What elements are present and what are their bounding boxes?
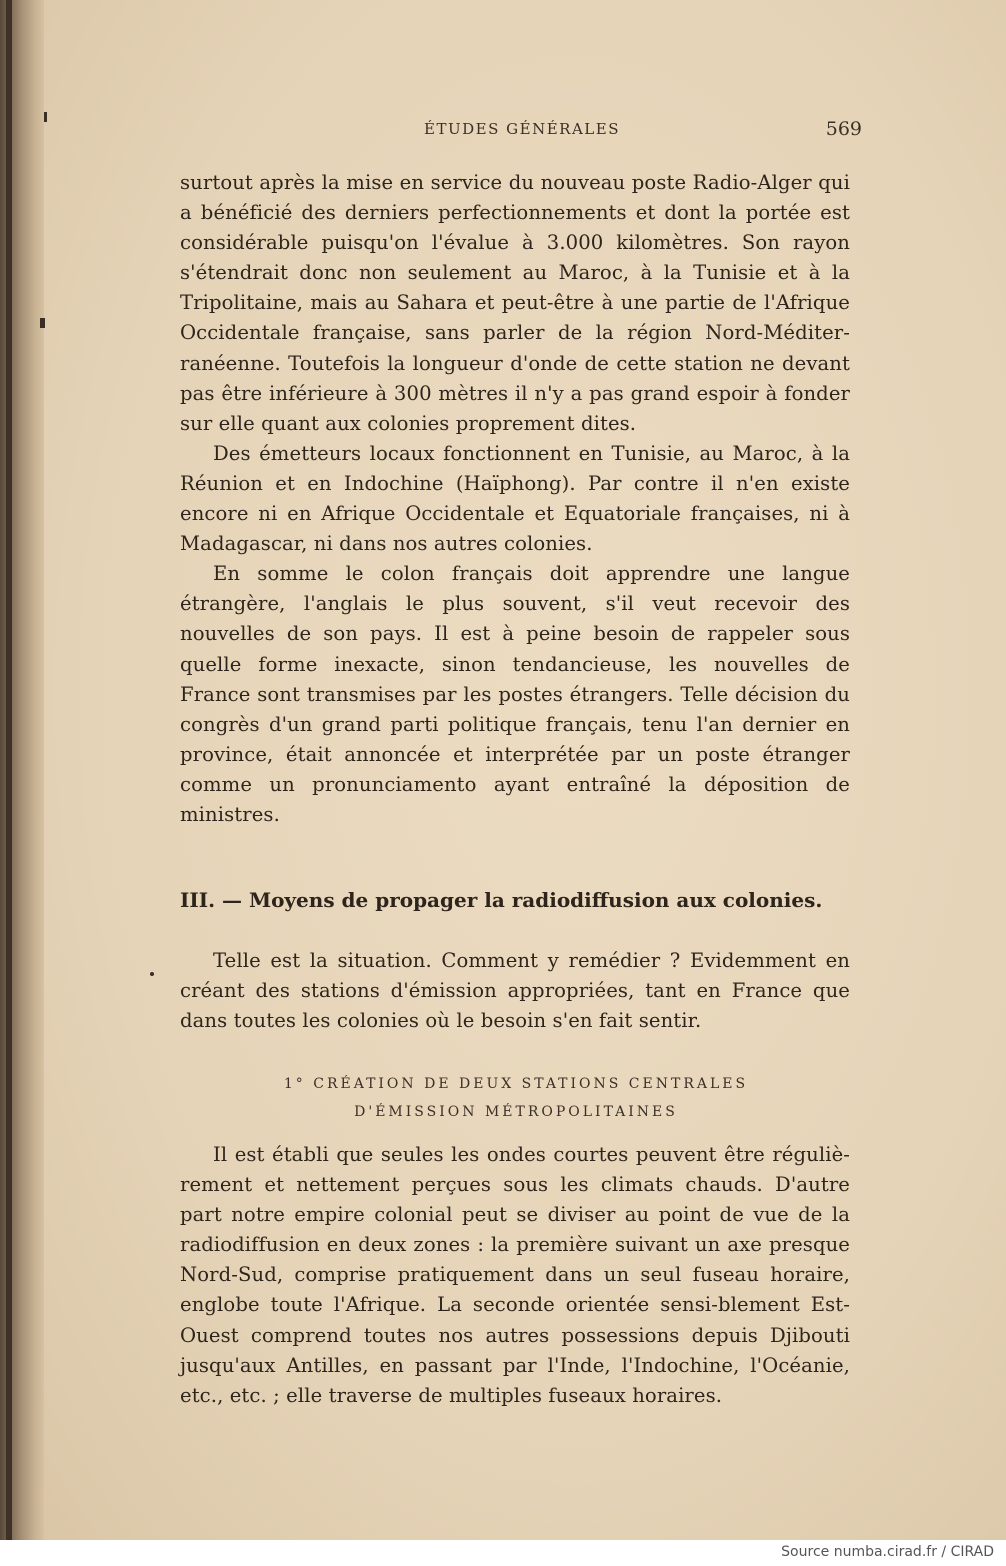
margin-speck <box>44 112 47 122</box>
running-title: ÉTUDES GÉNÉRALES <box>424 120 620 138</box>
source-credit: Source numba.cirad.fr / CIRAD <box>781 1544 994 1560</box>
paragraph: surtout après la mise en service du nouveau poste Radio-Alger qui a bénéficié des derniers perfectionnements et dont la portée est considérable puisqu'on l'évalue à 3.000 kilomètres. Son rayon s'étendrait donc non seulement au Maroc, à la Tunisie et à la Tripolitaine, mais au Sahara et peut-être à une partie de l'Afrique Occidentale française, sans parler de la région Nord-Méditer-ranéenne. Toutefois la longueur d'onde de cette station ne devant pas être inférieure à 300 mètres il n'y a pas grand espoir à fonder sur elle quant aux colonies proprement dites. <box>180 171 850 435</box>
paragraph: En somme le colon français doit apprendre une langue étrangère, l'anglais le plus souvent, s'il veut recevoir des nouvelles de son pays. Il est à peine besoin de rappeler sous quelle forme inexacte, sinon tendancieuse, les nouvelles de France sont transmises par les postes étrangers. Telle décision du congrès d'un grand parti politique français, tenu l'an dernier en province, était annoncée et interprétée par un poste étranger comme un pronunciamento ayant entraîné la déposition de ministres. <box>180 562 850 826</box>
body-text <box>180 946 850 1036</box>
body-text <box>180 1140 850 1411</box>
paragraph: Il est établi que seules les ondes courtes peuvent être réguliè-rement et nettement perçues sous les climats chauds. D'autre part notre empire colonial peut se diviser au point de vue de la radiodiffusion en deux zones : la première suivant un axe presque Nord-Sud, comprise pratiquement dans un seul fuseau horaire, englobe toute l'Afrique. La seconde orientée sensi-blement Est-Ouest comprend toutes nos autres possessions depuis Djibouti jusqu'aux Antilles, en passant par l'Inde, l'Indochine, l'Océanie, etc., etc. ; elle traverse de multiples fuseaux horaires. <box>180 1143 850 1407</box>
body-text <box>180 168 850 830</box>
margin-speck <box>150 972 154 976</box>
subsection-heading <box>180 1070 852 1126</box>
paragraph: Telle est la situation. Comment y remédier ? Evidemment en créant des stations d'émission appropriées, tant en France que dans toutes les colonies où le besoin s'en fait sentir. <box>180 949 850 1033</box>
page-number: 569 <box>825 118 862 140</box>
margin-speck <box>40 318 45 328</box>
subheading-line: 1° CRÉATION DE DEUX STATIONS CENTRALES <box>283 1076 749 1092</box>
source-bar <box>0 1540 1006 1566</box>
paragraph: Des émetteurs locaux fonctionnent en Tunisie, au Maroc, à la Réunion et en Indochine (Haïphong). Par contre il n'en existe encore ni en Afrique Occidentale et Equatoriale françaises, ni à Madagascar, ni dans nos autres colonies. <box>180 441 850 556</box>
running-header <box>182 118 862 144</box>
binding-edge <box>6 0 12 1540</box>
subheading-line: D'ÉMISSION MÉTROPOLITAINES <box>354 1104 678 1120</box>
section-heading: III. — Moyens de propager la radiodiffusion aux colonies. <box>180 888 823 912</box>
